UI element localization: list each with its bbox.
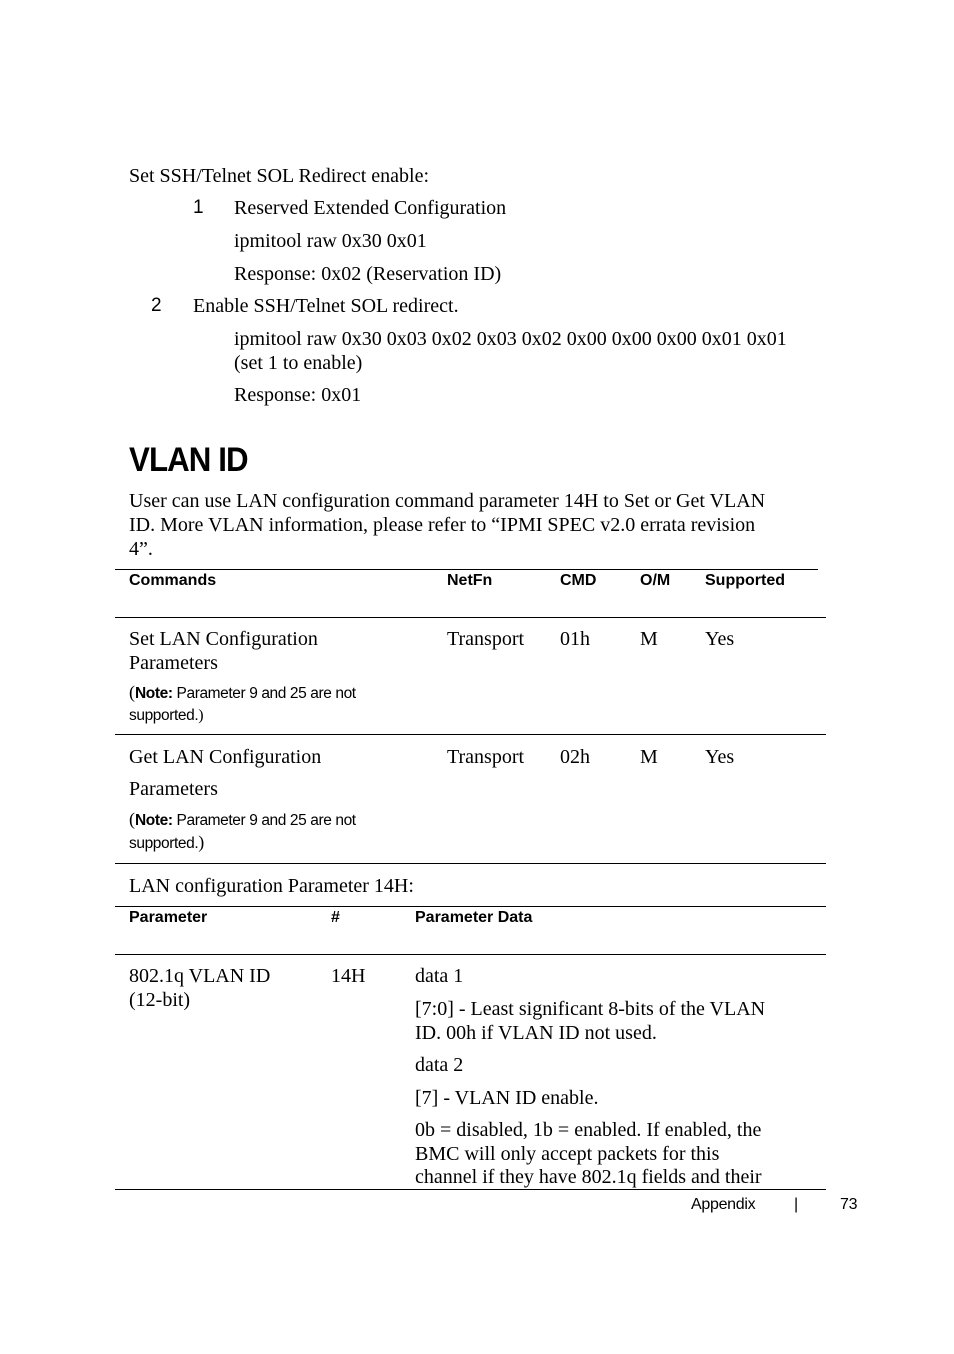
command-line-note: (set 1 to enable) xyxy=(234,352,363,374)
table-rule xyxy=(115,1189,826,1190)
col-header-parameter-data: Parameter Data xyxy=(415,909,533,926)
col-header-supported: Supported xyxy=(705,572,785,589)
parameter-number: 14H xyxy=(331,965,366,987)
step-number: 2 xyxy=(151,295,162,316)
col-header-netfn: NetFn xyxy=(447,572,493,589)
table-rule xyxy=(115,906,826,907)
data-description: [7:0] - Least significant 8-bits of the VLAN xyxy=(415,998,766,1020)
supported-value: Yes xyxy=(705,628,735,650)
footer-separator: | xyxy=(794,1196,798,1213)
col-header-parameter: Parameter xyxy=(129,909,208,926)
note-text: Parameter 9 and 25 are not xyxy=(176,685,356,702)
command-note: supported.) xyxy=(129,707,204,724)
step-text: Enable SSH/Telnet SOL redirect. xyxy=(193,295,459,317)
command-name: Parameters xyxy=(129,778,218,800)
om-value: M xyxy=(640,746,658,768)
data-description: BMC will only accept packets for this xyxy=(415,1143,720,1165)
note-label: Note: xyxy=(135,685,173,702)
cmd-value: 02h xyxy=(560,746,590,768)
col-header-om: O/M xyxy=(640,572,671,589)
command-note: (Note: Parameter 9 and 25 are not xyxy=(129,682,356,702)
data-description: [7] - VLAN ID enable. xyxy=(415,1087,599,1109)
table-rule xyxy=(115,617,826,618)
note-text: supported. xyxy=(129,835,199,852)
data-label: data 2 xyxy=(415,1054,464,1076)
command-note: (Note: Parameter 9 and 25 are not xyxy=(129,809,356,829)
data-description: 0b = disabled, 1b = enabled. If enabled, the xyxy=(415,1119,762,1141)
intro-text: Set SSH/Telnet SOL Redirect enable: xyxy=(129,165,430,187)
section-title: VLAN ID xyxy=(129,441,248,479)
col-header-commands: Commands xyxy=(129,572,217,589)
table-rule xyxy=(115,734,826,735)
parameter-name: 802.1q VLAN ID xyxy=(129,965,271,987)
netfn-value: Transport xyxy=(447,746,525,768)
response-line: Response: 0x02 (Reservation ID) xyxy=(234,263,502,285)
response-line: Response: 0x01 xyxy=(234,384,362,406)
parameter-name: (12-bit) xyxy=(129,989,191,1011)
step-text: Reserved Extended Configuration xyxy=(234,197,507,219)
command-note: supported.) xyxy=(129,832,205,852)
note-text: supported. xyxy=(129,707,199,724)
note-label: Note: xyxy=(135,812,173,829)
supported-value: Yes xyxy=(705,746,735,768)
step-number: 1 xyxy=(193,197,204,218)
om-value: M xyxy=(640,628,658,650)
note-text: Parameter 9 and 25 are not xyxy=(176,812,356,829)
table-rule xyxy=(115,954,826,955)
col-header-cmd: CMD xyxy=(560,572,597,589)
data-label: data 1 xyxy=(415,965,464,987)
table-rule xyxy=(115,569,818,570)
command-line: ipmitool raw 0x30 0x01 xyxy=(234,230,427,252)
section-paragraph-line: 4”. xyxy=(129,538,153,560)
cmd-value: 01h xyxy=(560,628,590,650)
data-description: channel if they have 802.1q fields and their xyxy=(415,1166,762,1188)
table-rule xyxy=(115,863,826,864)
section-paragraph-line: User can use LAN configuration command parameter 14H to Set or Get VLAN xyxy=(129,490,766,512)
section-paragraph-line: ID. More VLAN information, please refer to “IPMI SPEC v2.0 errata revision xyxy=(129,514,756,536)
command-line: ipmitool raw 0x30 0x03 0x02 0x03 0x02 0x00 0x00 0x00 0x01 0x01 xyxy=(234,328,787,350)
netfn-value: Transport xyxy=(447,628,525,650)
col-header-number: # xyxy=(331,909,340,926)
param-caption: LAN configuration Parameter 14H: xyxy=(129,875,414,897)
page-number: 73 xyxy=(840,1196,858,1213)
data-description: ID. 00h if VLAN ID not used. xyxy=(415,1022,657,1044)
footer-section: Appendix xyxy=(691,1196,756,1213)
command-name: Get LAN Configuration xyxy=(129,746,322,768)
command-name: Set LAN Configuration xyxy=(129,628,318,650)
command-name: Parameters xyxy=(129,652,218,674)
